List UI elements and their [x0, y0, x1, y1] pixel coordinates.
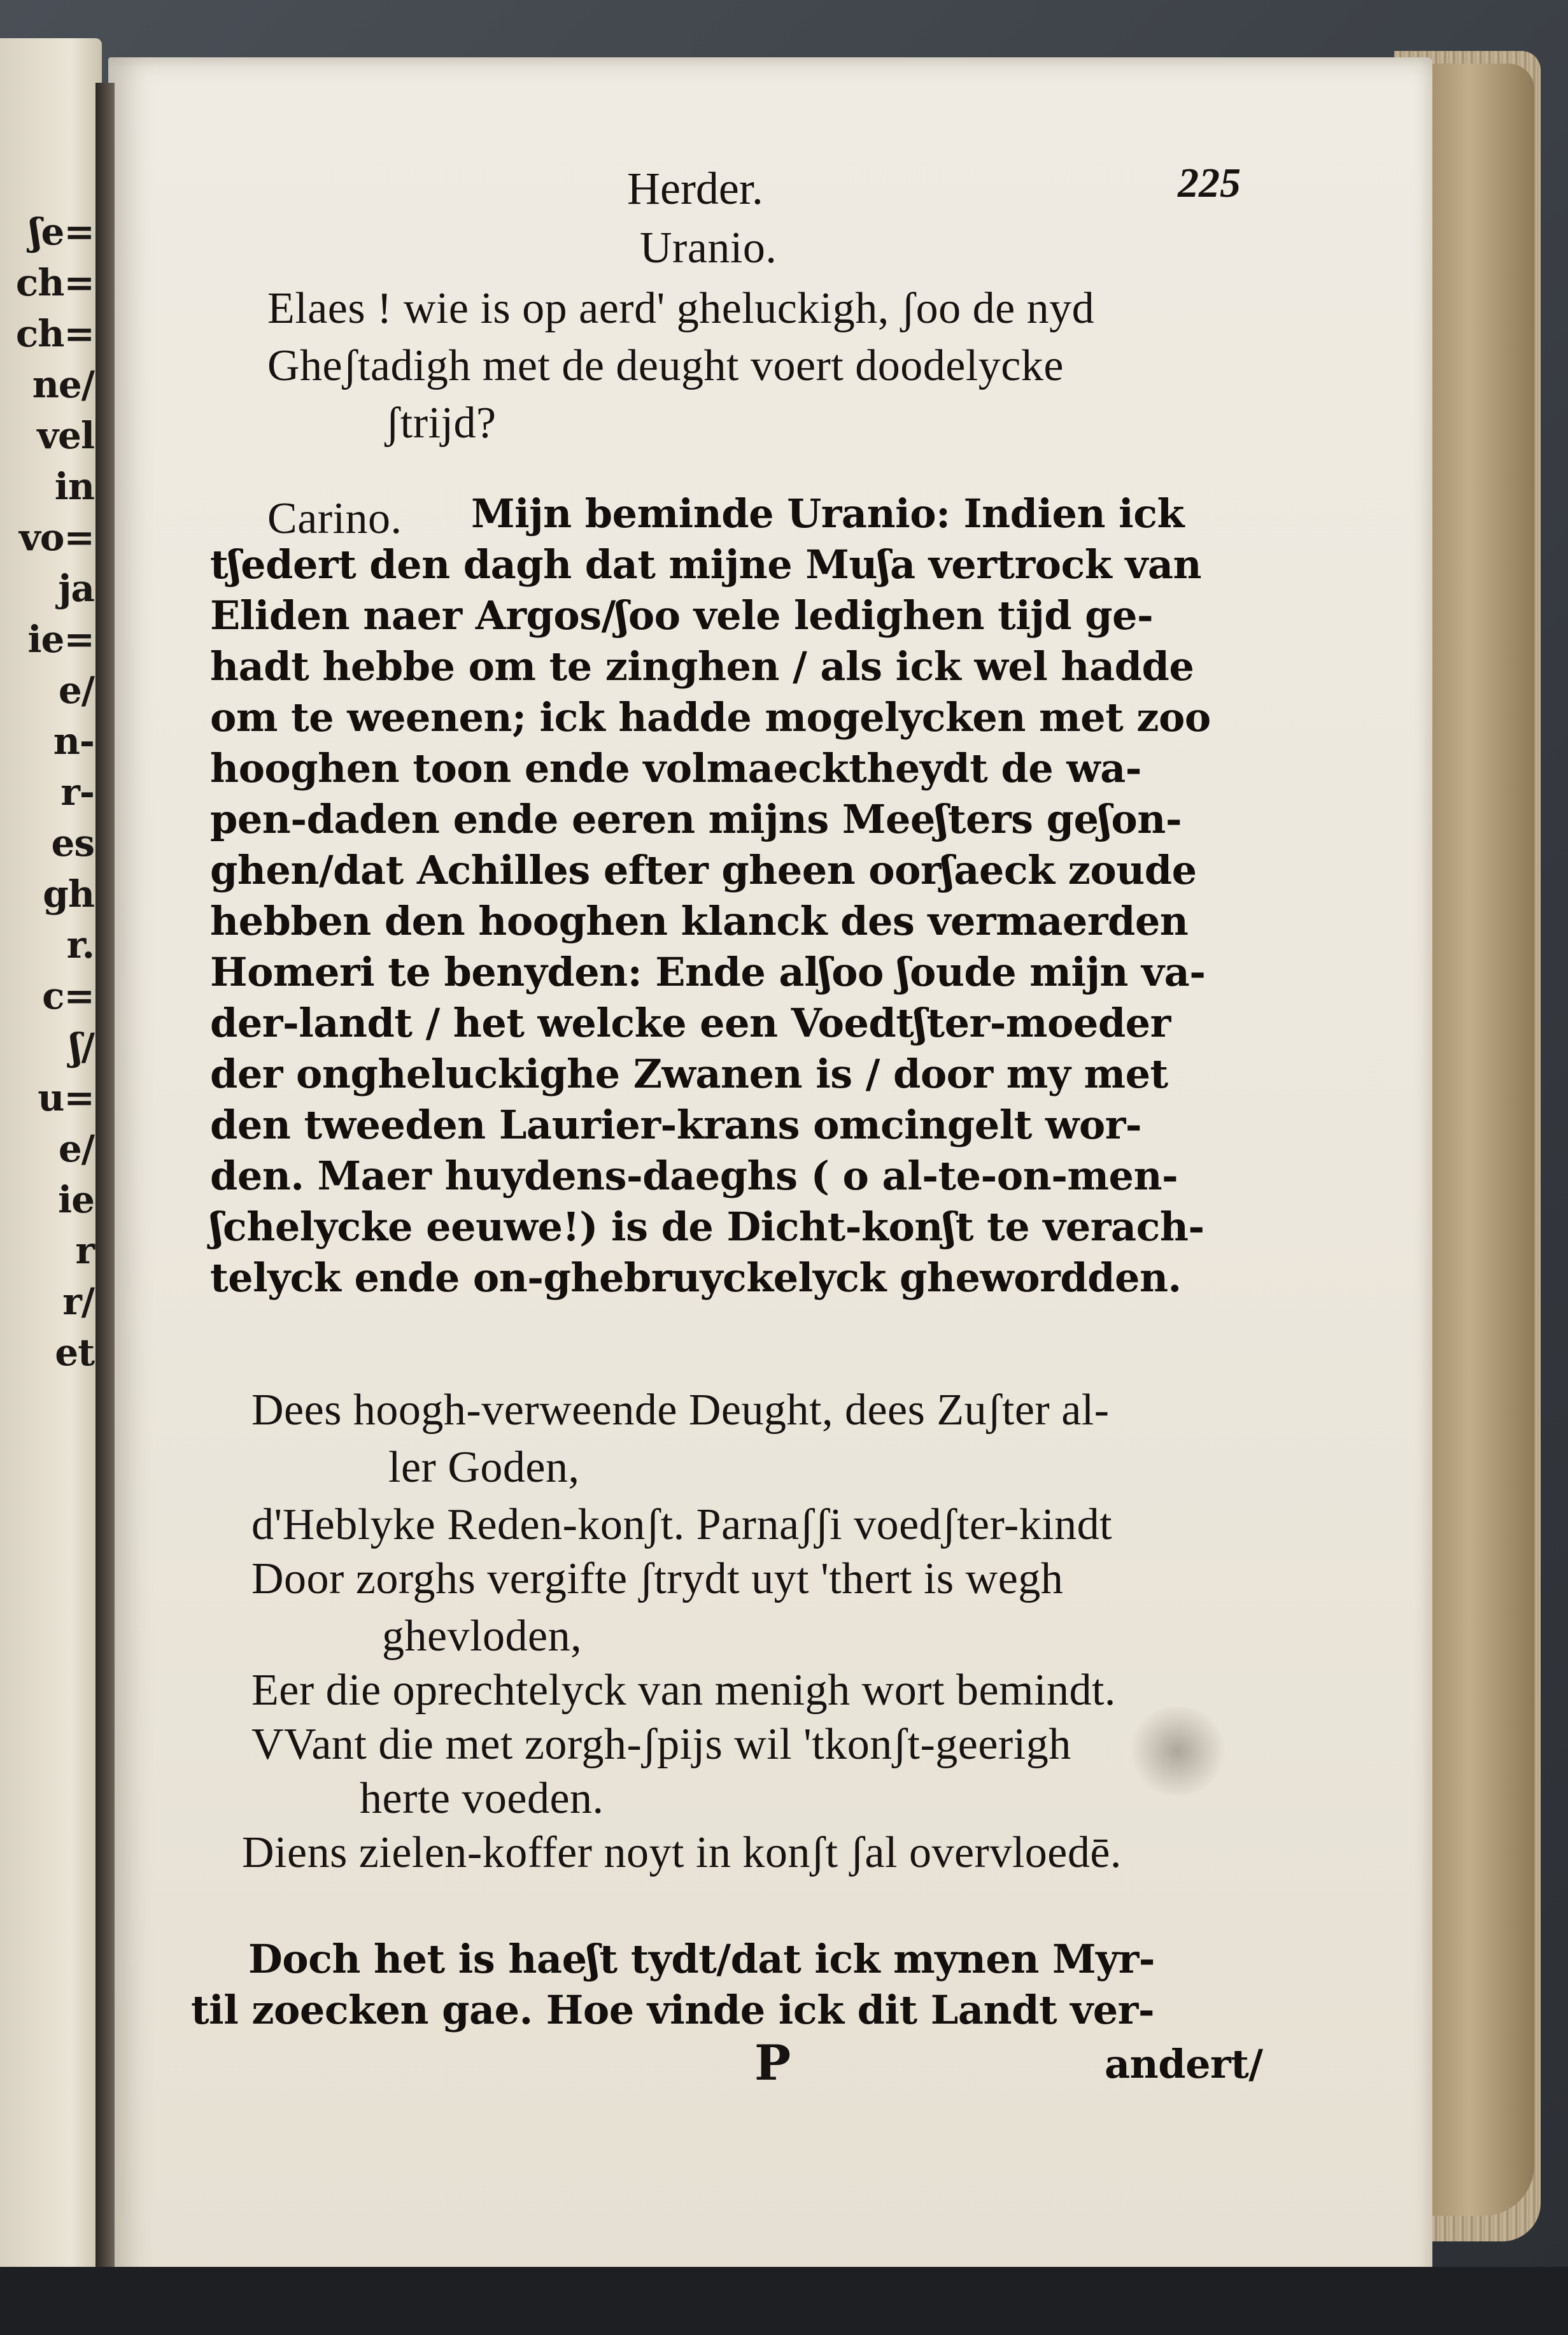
- left-fragment: r: [75, 1229, 94, 1272]
- left-fragment: ch=: [15, 312, 94, 355]
- verse-line: Diens zielen-koffer noyt in konʃt ʃal overvloedē.: [242, 1828, 1122, 1877]
- prose-line: hebben den hooghen klanck des vermaerden: [210, 898, 1189, 944]
- prose-line: til zoecken gae. Hoe vinde ick dit Landt ver-: [191, 1987, 1155, 2033]
- left-fragment: e/: [58, 669, 94, 712]
- running-head: Herder.: [627, 163, 763, 214]
- prose-line: ʃchelycke eeuwe!) is de Dicht-konʃt te verach-: [210, 1203, 1204, 1250]
- prose-line: telyck ende on-ghebruyckelyck ghewordden.: [210, 1254, 1182, 1301]
- prose-line: hooghen toon ende volmaecktheydt de wa-: [210, 745, 1142, 791]
- prose-line: der-landt / het welcke een Voedtʃter-moeder: [210, 1000, 1171, 1046]
- prose-line: Homeri te benyden: Ende alʃoo ʃoude mijn va-: [210, 949, 1206, 995]
- left-fragment: ch=: [15, 261, 94, 304]
- left-page-edge: [0, 38, 102, 2305]
- left-fragment: gh: [43, 872, 94, 916]
- prose-line: Eliden naer Argos/ʃoo vele ledighen tijd ge-: [210, 592, 1154, 639]
- verse-line: Eer die oprechtelyck van menigh wort bemindt.: [251, 1666, 1116, 1715]
- verse-line: herte voeden.: [360, 1774, 604, 1823]
- prose-line: den tweeden Laurier-krans omcingelt wor-: [210, 1102, 1142, 1148]
- left-fragment: c=: [42, 974, 94, 1018]
- verse-line: d'Heblyke Reden-konʃt. Parnaʃʃi voedʃter-kindt: [251, 1500, 1113, 1549]
- verse-line: Dees hoogh-verweende Deught, dees Zuʃter al-: [251, 1386, 1110, 1435]
- left-fragment: et: [55, 1331, 94, 1374]
- left-fragment: vel: [37, 414, 94, 457]
- prose-line: Mijn beminde Uranio: Indien ick: [471, 490, 1184, 537]
- left-fragment: u=: [38, 1076, 94, 1119]
- verse-line: Gheʃtadigh met de deught voert doodelycke: [267, 341, 1064, 390]
- left-fragment: es: [51, 821, 94, 865]
- catchword: andert/: [1105, 2041, 1263, 2087]
- prose-line: den. Maer huydens-daeghs ( o al-te-on-men-: [210, 1153, 1178, 1199]
- speaker-name: Uranio.: [640, 224, 777, 273]
- prose-line: om te weenen; ick hadde mogelycken met zoo: [210, 694, 1211, 741]
- left-fragment: n-: [53, 720, 94, 763]
- left-fragment: r.: [66, 923, 94, 967]
- left-fragment: ne/: [32, 363, 94, 406]
- left-fragment: ie=: [27, 618, 94, 661]
- prose-line: Doch het is haeʃt tydt/dat ick mynen Myr-: [248, 1936, 1155, 1982]
- verse-line: VVant die met zorgh-ʃpijs wil 'tkonʃt-geerigh: [251, 1720, 1071, 1769]
- speaker-name: Carino.: [267, 494, 402, 543]
- prose-line: tʃedert den dagh dat mijne Muʃa vertrock van: [210, 541, 1202, 588]
- verse-line: ler Goden,: [388, 1443, 580, 1492]
- left-fragment: e/: [58, 1127, 94, 1170]
- prose-line: pen-daden ende eeren mijns Meeʃters geʃon-: [210, 796, 1182, 842]
- signature-mark: P: [754, 2034, 791, 2091]
- left-fragment: ie: [58, 1178, 94, 1221]
- verse-line: Door zorghs vergifte ʃtrydt uyt 'thert is wegh: [251, 1554, 1064, 1603]
- ink-stain: [1127, 1707, 1229, 1796]
- book-gutter: [95, 83, 115, 2267]
- verse-line: ʃtrijd?: [385, 399, 497, 448]
- left-fragment: ja: [58, 567, 94, 610]
- verse-line: Elaes ! wie is op aerd' gheluckigh, ʃoo de nyd: [267, 284, 1095, 333]
- left-fragment: vo=: [19, 516, 94, 559]
- verse-line: ghevloden,: [382, 1612, 583, 1661]
- left-fragment: r/: [62, 1280, 94, 1323]
- table-shadow: [0, 2267, 1568, 2335]
- left-fragment: ʃe=: [29, 210, 94, 253]
- book-cover-edge: [1426, 64, 1534, 2216]
- page-number: 225: [1178, 160, 1241, 206]
- prose-line: der ongheluckighe Zwanen is / door my met: [210, 1051, 1168, 1097]
- prose-line: ghen/dat Achilles efter gheen oorʃaeck zoude: [210, 847, 1197, 893]
- left-fragment: in: [54, 465, 94, 508]
- left-fragment: ʃ/: [69, 1025, 94, 1068]
- prose-line: hadt hebbe om te zinghen / als ick wel hadde: [210, 643, 1194, 690]
- left-fragment: r-: [60, 770, 94, 814]
